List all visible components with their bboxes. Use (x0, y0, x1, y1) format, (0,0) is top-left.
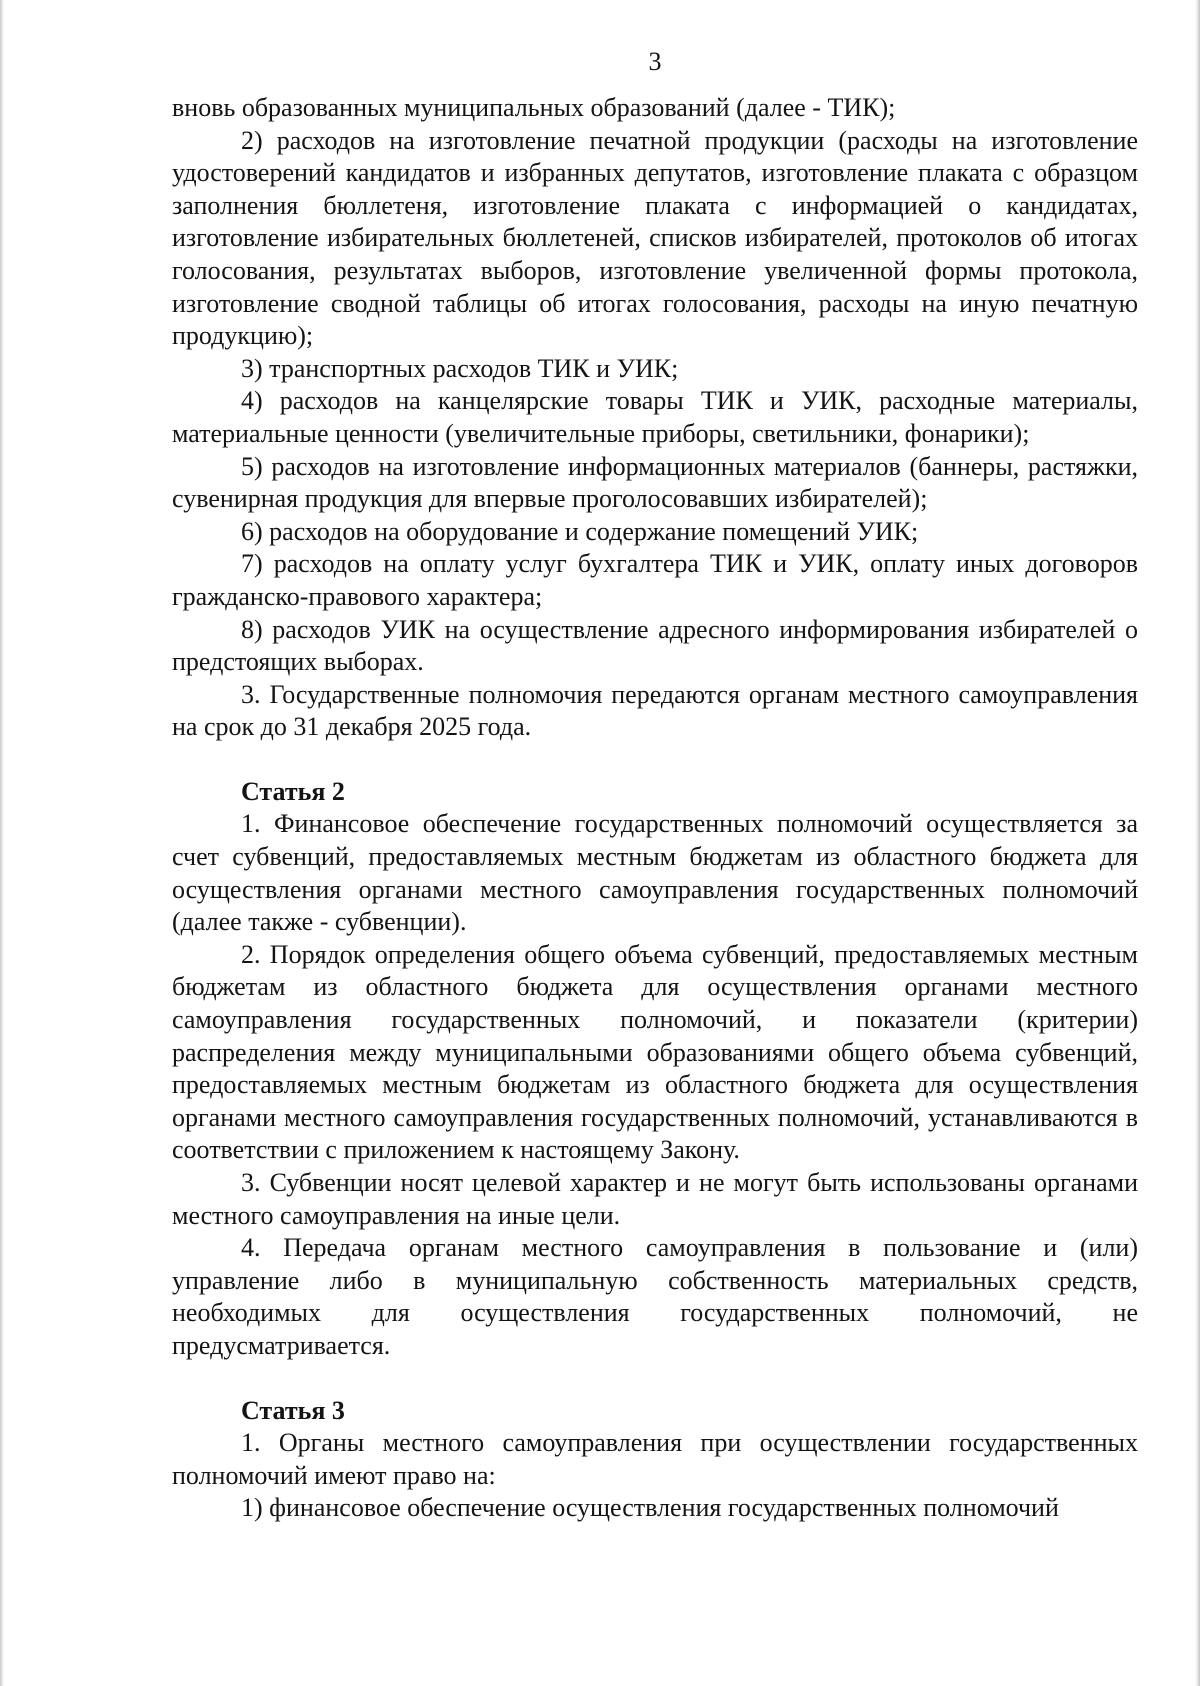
article-2-clause-3: 3. Субвенции носят целевой характер и не могут быть использованы органами местного самоуправления на иные цели. (172, 1168, 1138, 1230)
paragraph-item-7: 7) расходов на оплату услуг бухгалтера ТИК и УИК, оплату иных договоров гражданско-правового характера; (172, 549, 1138, 611)
article-3-heading: Статья 3 (241, 1395, 345, 1425)
article-2-clause-1: 1. Финансовое обеспечение государственных полномочий осуществляется за счет субвенций, предоставляемых местным бюджетам из областного бюджета для осуществления органами местного самоуправления государственных полномочий (далее также - субвенции). (172, 809, 1138, 937)
paragraph-item-8: 8) расходов УИК на осуществление адресного информирования избирателей о предстоящих выборах. (172, 614, 1138, 677)
paragraph-item-2: 2) расходов на изготовление печатной продукции (расходы на изготовление удостоверений кандидатов и избранных депутатов, изготовление плаката с образцом заполнения бюллетеня, изготовление плаката с информацией о кандидатах, изготовление избирательных бюллетеней, списков избирателей, протоколов об итогах голосования, результатах выборов, изготовление увеличенной формы протокола, изготовление сводной таблицы об итогах голосования, расходы на иную печатную продукцию); (172, 125, 1138, 351)
paragraph-item-6: 6) расходов на оборудование и содержание помещений УИК; (241, 516, 919, 546)
paragraph-item-5: 5) расходов на изготовление информационных материалов (баннеры, растяжки, сувенирная продукция для впервые проголосовавших избирателей); (172, 451, 1138, 514)
article-3-clause-1: 1. Органы местного самоуправления при осуществлении государственных полномочий имеют право на: (172, 1428, 1138, 1490)
article-2-clause-2: 2. Порядок определения общего объема субвенций, предоставляемых местным бюджетам из областного бюджета для осуществления органами местного самоуправления государственных полномочий, и показатели (критерии) распределения между муниципальными образованиями общего объема субвенций, предоставляемых местным бюджетам из областного бюджета для осуществления органами местного самоуправления государственных полномочий, устанавливаются в соответствии с приложением к настоящему Закону. (172, 939, 1138, 1165)
page-number: 3 (648, 47, 662, 76)
paragraph-clause-3: 3. Государственные полномочия передаются органам местного самоуправления на срок до 31 декабря 2025 года. (172, 679, 1138, 742)
article-2-clause-4: 4. Передача органам местного самоуправления в пользование и (или) управление либо в муниципальную собственность материальных средств, необходимых для осуществления государственных полномочий, не предусматривается. (172, 1233, 1138, 1360)
scan-edge-right (1195, 0, 1200, 1686)
article-3-item-1: 1) финансовое обеспечение осуществления государственных полномочий (241, 1493, 1059, 1523)
paragraph-item-4: 4) расходов на канцелярские товары ТИК и УИК, расходные материалы, материальные ценности (увеличительные приборы, светильники, фонарики); (172, 386, 1138, 448)
article-2-heading: Статья 2 (241, 776, 345, 806)
paragraph-continuation: вновь образованных муниципальных образований (далее - ТИК); (172, 93, 896, 122)
scan-edge-left (0, 0, 4, 1686)
document-page (172, 46, 1138, 1525)
paragraph-item-3: 3) транспортных расходов ТИК и УИК; (241, 353, 679, 383)
